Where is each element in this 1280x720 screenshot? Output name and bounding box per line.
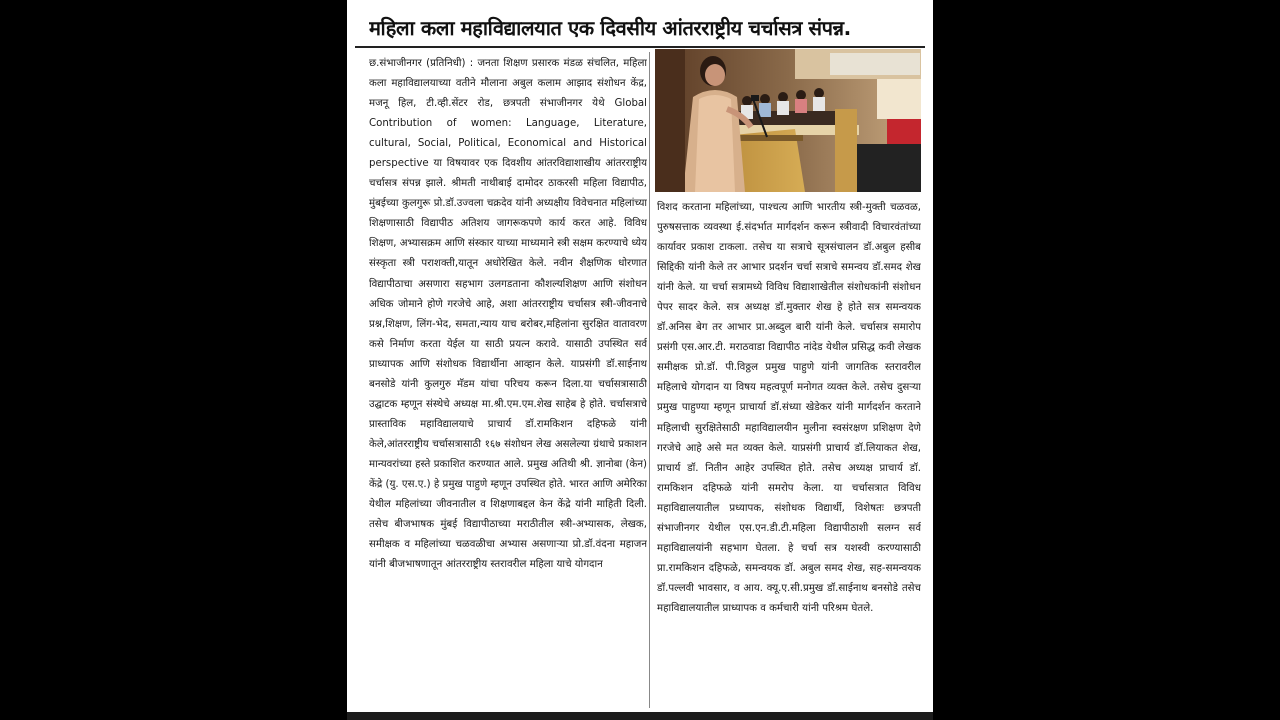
headline-rule <box>355 46 925 48</box>
newspaper-clipping <box>347 0 933 720</box>
column-divider <box>649 52 650 708</box>
article-left-column: छ.संभाजीनगर (प्रतिनिधी) : जनता शिक्षण प्रसारक मंडळ संचलित, महिला कला महाविद्यालयाच्या वतीने मौलाना अबुल कलाम आझाद संशोधन केंद्र, मजनू हिल, टी.व्ही.सेंटर रोड, छत्रपती संभाजीनगर येथे Global Contribution of women: Language, Literature, cultural, Social, Political, Economical and Historical perspective या विषयावर एक दिवशीय आंतरविद्याशाखीय आंतरराष्ट्रीय चर्चासत्र संपन्न झाले. श्रीमती नाथीबाई दामोदर ठाकरसी महिला विद्यापीठ, मुंबईच्या कुलगुरू प्रो.डॉ.उज्वला चक्रदेव यांनी अध्यक्षीय विवेचनात महिलांच्या शिक्षणासाठी विद्यापीठ अतिशय जागरूकपणे कार्य करत आहे. विविध शिक्षण, अभ्यासक्रम आणि संस्कार याच्या माध्यमाने स्त्री सक्षम करण्याचे ध्येय संस्कृता स्त्री पराशक्ती,यातून अधोरेखित केले. नवीन शैक्षणिक धोरणात विद्यापीठाचा असणारा सहभाग उलगडताना कौशल्यशिक्षण आणि संशोधन अधिक जोमाने होणे गरजेचे आहे, अशा आंतरराष्ट्रीय चर्चासत्र स्त्री-जीवनाचे प्रश्न,शिक्षण, लिंग-भेद, समता,न्याय याच बरोबर,महिलांना सुरक्षित वातावरण कसे निर्माण करता येईल या साठी प्रयत्न करावे. यासाठी उपस्थित सर्व प्राध्यापक आणि संशोधक विद्यार्थीना आव्हान केले. याप्रसंगी डॉ.साईनाथ बनसोडे यांनी कुलगुरु मॅडम यांचा परिचय करून दिला.या चर्चासत्रासाठी उद्घाटक म्हणून संस्थेचे अध्यक्ष मा.श्री.एम.एम.शेख साहेब हे होते. चर्चासत्राचे प्रास्ताविक महाविद्यालयाचे प्राचार्य डॉ.रामकिशन दहिफळे यांनी केले,आंतरराष्ट्रीय चर्चासत्रासाठी १६७ संशोधन लेख असलेल्या ग्रंथाचे प्रकाशन मान्यवरांच्या हस्ते प्रकाशित करण्यात आले. प्रमुख अतिथी श्री. ज्ञानोबा (केन) केंद्रे (यु. एस.ए.) हे प्रमुख पाहुणे म्हणून उपस्थित होते. भारत आणि अमेरिका येथील महिलांच्या जीवनातील व शिक्षणाबद्दल केन केंद्रे यांनी माहिती दिली. तसेच बीजभाषक मुंबई विद्यापीठाच्या मराठीतील स्त्री-अभ्यासक, लेखक, समीक्षक व महिलांच्या चळवळीचा अभ्यास असणाऱ्या प्रो.डॉ.वंदना महाजन यांनी बीजभाषणातून आंतरराष्ट्रीय स्तरावरील महिला याचे योगदान <box>369 58 647 571</box>
article-right-column: विशद करताना महिलांच्या, पाश्चत्य आणि भारतीय स्त्री-मुक्ती चळवळ, पुरुषसत्ताक व्यवस्था ई.संदर्भात मार्गदर्शन करून स्त्रीवादी विचारवंतांच्या कार्यावर प्रकाश टाकला. तसेच या सत्राचे सूत्रसंचालन डॉ.अबुल हसीब सिद्दिकी यांनी केले तर आभार प्रदर्शन चर्चा सत्राचे समन्वय डॉ.समद शेख यांनी केले. या चर्चा सत्रामध्ये विविध विद्याशाखेतील संशोधकांनी संशोधन पेपर सादर केले. सत्र अध्यक्ष डॉ.मुक्तार शेख हे होते सत्र समन्वयक डॉ.अनिस बेग तर आभार प्रा.अब्दुल बारी यांनी केले. चर्चासत्र समारोप प्रसंगी एस.आर.टी. मराठवाडा विद्यापीठ नांदेड येथील प्रसिद्ध कवी लेखक समीक्षक प्रो.डॉ. पी.विठ्ठल प्रमुख पाहुणे यांनी जागतिक स्तरावरील महिलाचे योगदान या विषय महत्वपूर्ण मनोगत व्यक्त केले. तसेच दुसऱ्या प्रमुख पाहुण्या म्हणून प्राचार्या डॉ.संध्या खेडेकर यांनी मार्गदर्शन करताने महिलाची सुरक्षितेसाठी महाविद्यालयीन मुलीना स्वसंरक्षण प्रशिक्षण देणे गरजेचे आहे असे मत व्यक्त केले. याप्रसंगी प्राचार्य डॉ.लियाकत शेख, प्राचार्य डॉ. नितीन आहेर उपस्थित होते. तसेच अध्यक्ष प्राचार्य डॉ. रामकिशन दहिफळे यांनी समरोप केला. या चर्चासत्रात विविध महाविद्यालयातील प्रध्यापक, संशोधक विद्यार्थी, विशेषतः छत्रपती संभाजीनगर येथील एस.एन.डी.टी.महिला विद्यापीठाशी सलग्न सर्व महाविद्यालयांनी सहभाग घेतला. हे चर्चा सत्र यशस्वी करण्यासाठी प्रा.रामकिशन दहिफळे, समन्वयक डॉ. अबुल समद शेख, सह-समन्वयक डॉ.पल्लवी भावसार, व आय. क्यू.ए.सी.प्रमुख डॉ.साईनाथ बनसोडे तसेच महाविद्यालयातील प्राध्यापक व कर्मचारी यांनी परिश्रम घेतले. <box>657 202 921 614</box>
headline: महिला कला महाविद्यालयात एक दिवसीय आंतरराष्ट्रीय चर्चासत्र संपन्न. <box>369 16 851 40</box>
bottom-border <box>347 712 933 720</box>
event-photo-illustration <box>655 49 921 192</box>
event-photo <box>655 49 921 192</box>
